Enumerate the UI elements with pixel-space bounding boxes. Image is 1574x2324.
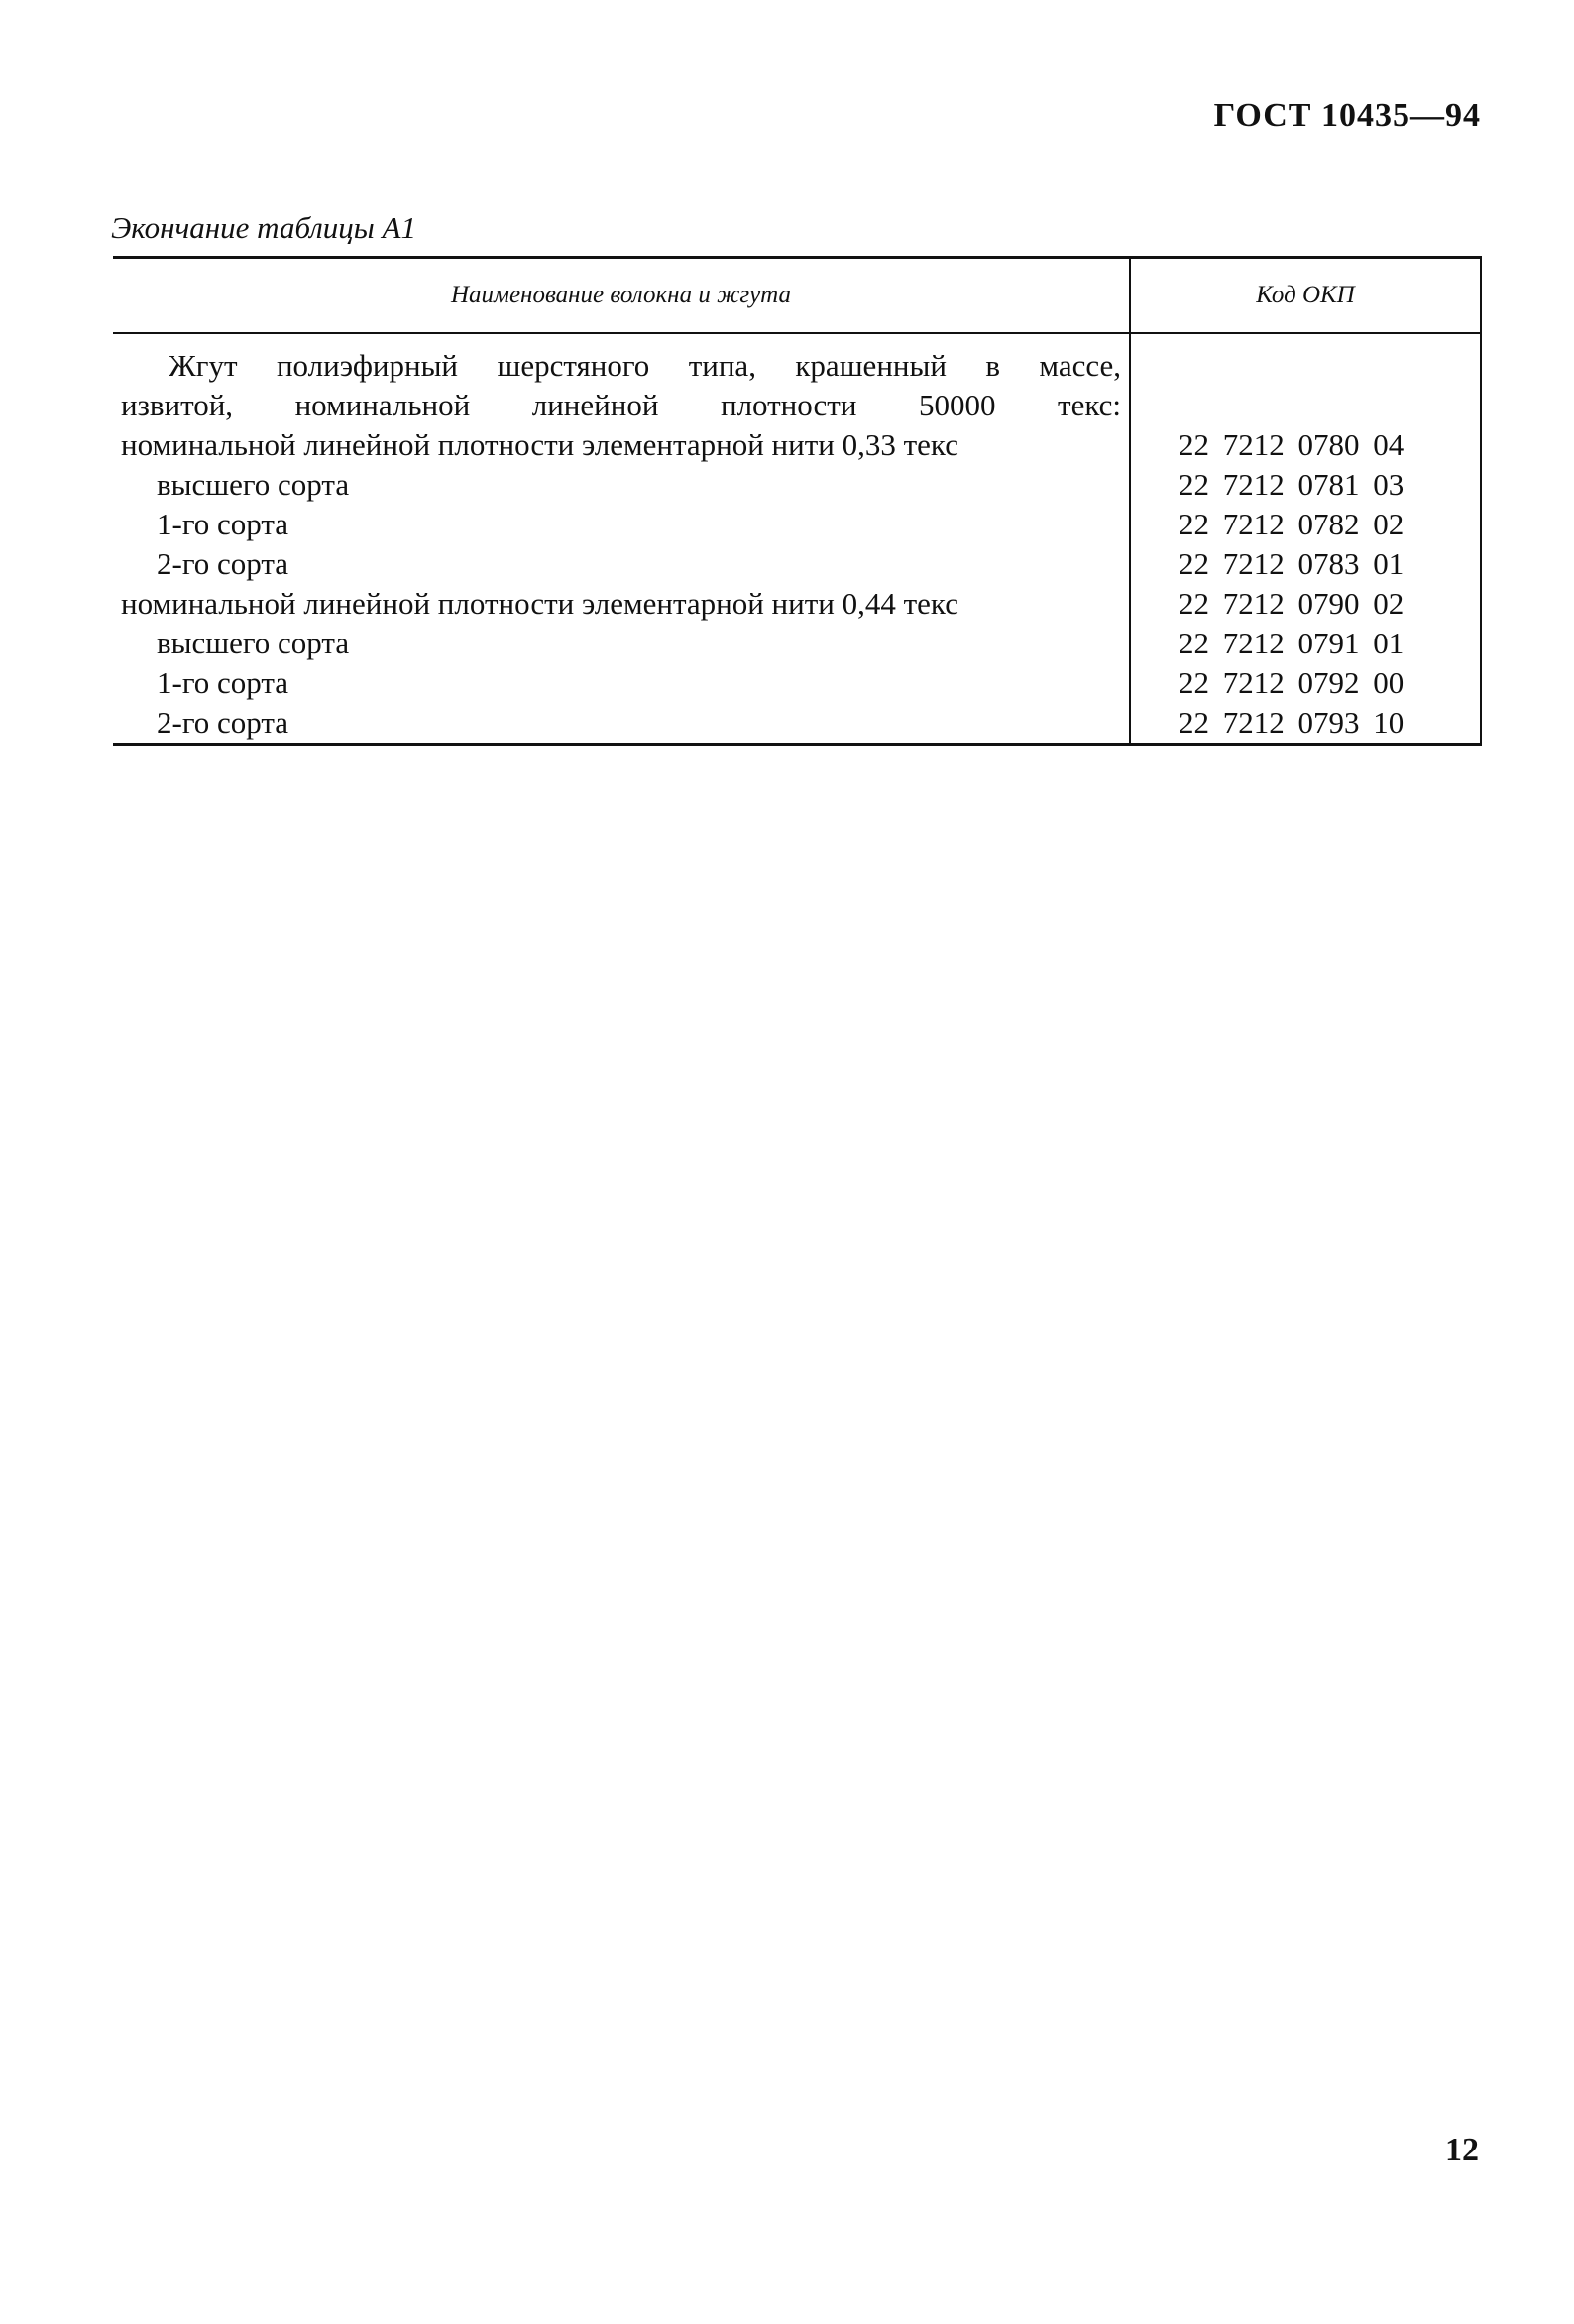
row-name: номинальной линейной плотности элементарной нити 0,33 текс [121, 427, 958, 462]
row-code: 22 7212 0792 00 [1130, 663, 1481, 703]
column-header-code: Код ОКП [1130, 258, 1481, 334]
table-row [113, 544, 1481, 584]
page-header-standard: ГОСТ 10435—94 [1213, 97, 1481, 134]
row-name: 2-го сорта [113, 703, 1130, 745]
table-row-intro [113, 333, 1481, 386]
row-name: 1-го сорта [157, 665, 289, 700]
page-number: 12 [1445, 2132, 1479, 2168]
row-code: 22 7212 0780 04 [1130, 425, 1481, 465]
row-code: 22 7212 0790 02 [1130, 584, 1481, 624]
table-row [113, 505, 1481, 544]
empty-code-cell [1130, 386, 1481, 425]
table-row [113, 465, 1481, 505]
row-name: высшего сорта [157, 626, 350, 660]
row-name: высшего сорта [157, 467, 350, 502]
table-row-intro [113, 386, 1481, 425]
table-row [113, 425, 1481, 465]
okp-table [113, 256, 1481, 746]
row-code: 22 7212 0791 01 [1130, 624, 1481, 663]
intro-line-2: извитой, номинальной линейной плотности 50000 текс: [121, 388, 1121, 422]
row-code: 22 7212 0793 10 [1130, 703, 1481, 745]
empty-code-cell [1130, 333, 1481, 386]
intro-line-1: Жгут полиэфирный шерстяного типа, крашенный в массе, [169, 348, 1121, 383]
table-caption: Экончание таблицы А1 [111, 210, 416, 245]
table-row [113, 703, 1481, 745]
table-header-row [113, 258, 1481, 334]
table-row [113, 663, 1481, 703]
row-name: номинальной линейной плотности элементарной нити 0,44 текс [121, 586, 958, 621]
row-name: 1-го сорта [157, 507, 289, 541]
row-code: 22 7212 0782 02 [1130, 505, 1481, 544]
row-code: 22 7212 0783 01 [1130, 544, 1481, 584]
row-code: 22 7212 0781 03 [1130, 465, 1481, 505]
row-name: 2-го сорта [157, 546, 289, 581]
table-row [113, 624, 1481, 663]
table-row [113, 584, 1481, 624]
column-header-name: Наименование волокна и жгута [113, 258, 1130, 334]
